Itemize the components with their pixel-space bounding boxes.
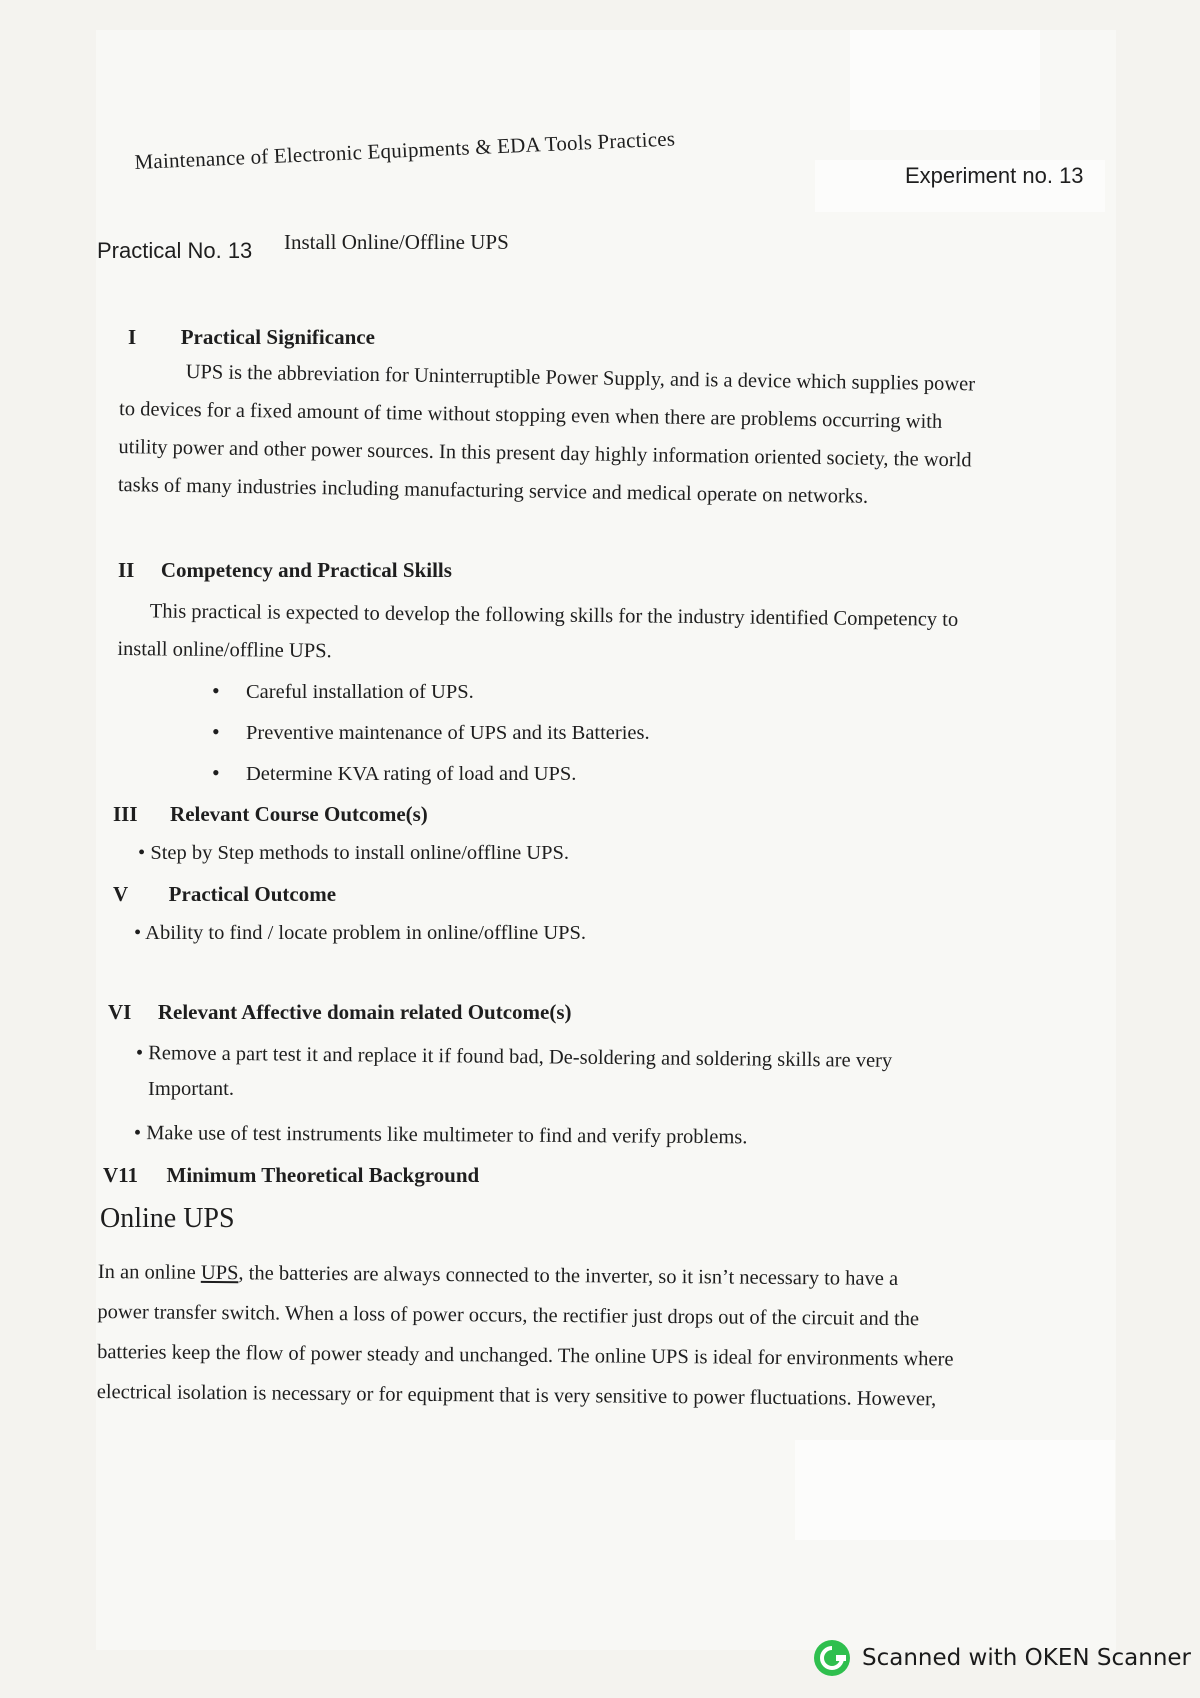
competency-paragraph [117,592,958,677]
paper-glare [850,30,1040,130]
practical-title: Install Online/Offline UPS [284,230,509,254]
online-ups-heading: Online UPS [100,1203,235,1234]
paragraph-line: electrical isolation is necessary or for equipment that is very sensitive to power fluctuations. However, [96,1380,937,1411]
list-item: • Step by Step methods to install online/offline UPS. [138,842,570,864]
course-header: Maintenance of Electronic Equipments & EDA Tools Practices [134,126,676,174]
list-item-text: Preventive maintenance of UPS and its Batteries. [246,722,650,744]
section-heading [113,802,428,827]
list-item: • Remove a part test it and replace it if found bad, De-soldering and soldering skills are very [135,1042,893,1072]
section-title: Practical Significance [180,325,375,349]
section-heading [128,325,375,350]
section-number: V [113,882,129,906]
oken-scanner-icon [812,1638,852,1678]
section-title: Relevant Affective domain related Outcome(s) [157,1000,572,1024]
skills-list [212,678,650,801]
list-item-text: Remove a part test it and replace it if found bad, De-soldering and soldering skills are very [148,1042,893,1072]
ups-link[interactable]: UPS [200,1261,239,1285]
paragraph-line: utility power and other power sources. In this present day highly information oriented society, the world [118,435,972,472]
section-number: VI [108,1000,132,1024]
list-item: • Make use of test instruments like multimeter to find and verify problems. [133,1122,748,1149]
section-number: V11 [103,1163,139,1187]
paragraph-line: power transfer switch. When a loss of power occurs, the rectifier just drops out of the circuit and the [97,1300,920,1331]
experiment-number: Experiment no. 13 [905,163,1084,188]
line-text: , the batteries are always connected to the inverter, so it isn’t necessary to have a [238,1262,899,1290]
list-item-text: Step by Step methods to install online/offline UPS. [150,842,570,864]
paragraph-line: tasks of many industries including manufacturing service and medical operate on networks. [117,473,869,508]
list-item-text: Careful installation of UPS. [246,681,474,703]
online-ups-paragraph [97,1252,955,1419]
list-item: • Preventive maintenance of UPS and its Batteries. [212,719,650,744]
list-item-text: Determine KVA rating of load and UPS. [246,763,577,785]
section-title: Competency and Practical Skills [160,558,452,582]
section-title: Minimum Theoretical Background [166,1163,480,1187]
section-number: III [113,802,138,826]
paragraph-line: to devices for a fixed amount of time without stopping even when there are problems occurring with [118,397,943,433]
list-item-continuation: Important. [148,1078,234,1100]
section-heading [113,882,336,907]
list-item-text: Ability to find / locate problem in online/offline UPS. [145,922,587,944]
list-item: • Determine KVA rating of load and UPS. [212,760,577,785]
paragraph-line: batteries keep the flow of power steady and unchanged. The online UPS is ideal for environments where [97,1340,954,1371]
section-number: II [118,558,135,582]
list-item-text: Make use of test instruments like multimeter to find and verify problems. [146,1122,748,1149]
section-heading [118,558,452,583]
paragraph-line: install online/offline UPS. [117,637,332,663]
list-item: • Ability to find / locate problem in online/offline UPS. [134,922,587,944]
section-title: Practical Outcome [168,882,337,906]
paper-glare [795,1440,1115,1540]
scanner-label: Scanned with OKEN Scanner [862,1645,1191,1671]
section-number: I [128,325,137,349]
list-item: • Careful installation of UPS. [212,678,474,703]
paragraph-line: UPS is the abbreviation for Uninterruptible Power Supply, and is a device which supplies power [185,361,976,396]
scanner-watermark [812,1638,1191,1678]
section-heading [108,1000,572,1025]
significance-paragraph [118,352,976,517]
section-heading [103,1163,479,1188]
paragraph-line: This practical is expected to develop the following skills for the industry identified Competency to [149,600,959,631]
section-title: Relevant Course Outcome(s) [170,802,428,826]
practical-number: Practical No. 13 [97,238,253,263]
line-text: In an online [97,1260,201,1284]
